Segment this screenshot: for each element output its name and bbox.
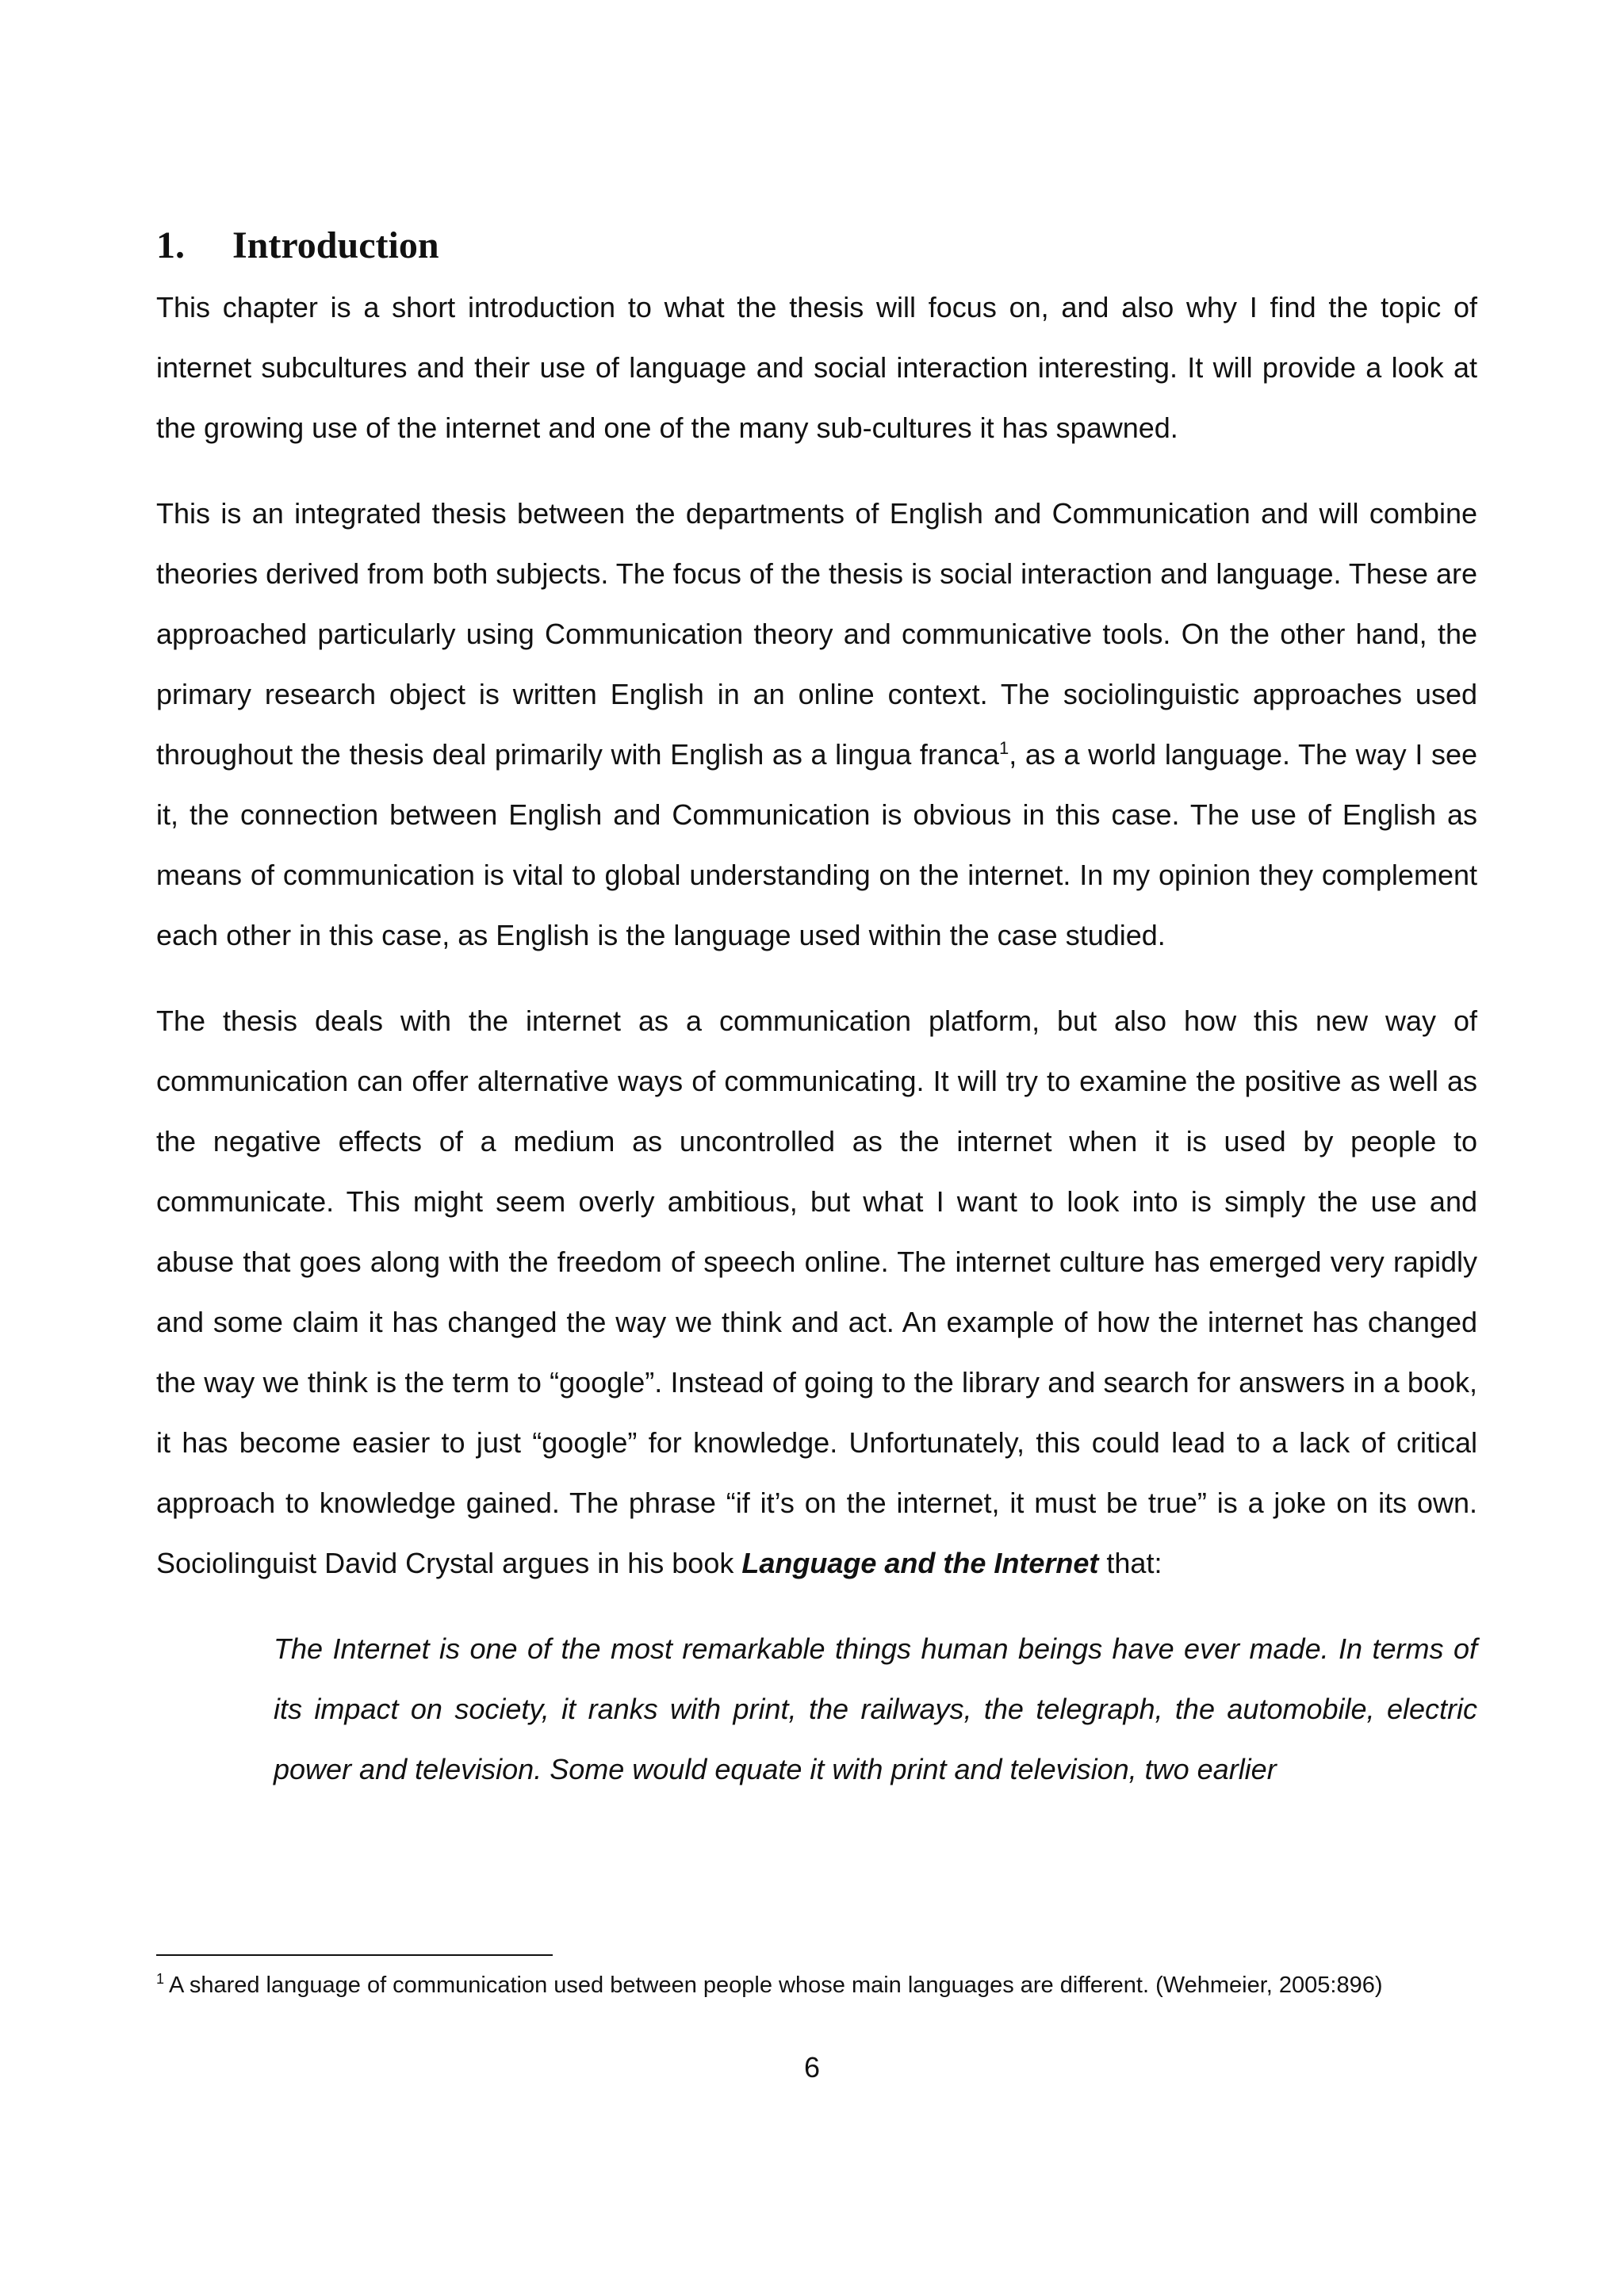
chapter-title: Introduction	[232, 224, 439, 266]
page-body	[156, 222, 1477, 1800]
footnote	[156, 1969, 1393, 2002]
footnote-divider	[156, 1954, 553, 1956]
footnote-marker: 1	[156, 1971, 165, 1988]
page-number: 6	[803, 2051, 821, 2084]
book-title: Language and the Internet	[741, 1547, 1099, 1579]
paragraph-2-text-b: , as a world language. The way I see it, the connection between English and Communication is obvious in this case. The use of English as means of communication is vital to global understanding on the internet. In my opinion they complement each other in this case, as English is the language used within the case studied.	[156, 738, 1478, 951]
block-quote: The Internet is one of the most remarkable things human beings have ever made. In terms of its impact on society, it ranks with print, the railways, the telegraph, the automobile, electric power and television. Some would equate it with print and television, two earlier	[274, 1632, 1477, 1785]
paragraph-3-text-a: The thesis deals with the internet as a communication platform, but also how this new way of communication can offer alternative ways of communicating. It will try to examine the positive as well as the negative effects of a medium as uncontrolled as the internet when it is used by people to communicate. This might seem overly ambitious, but what I want to look into is simply the use and abuse that goes along with the freedom of speech online. The internet culture has emerged very rapidly and some claim it has changed the way we think and act. An example of how the internet has changed the way we think is the term to “google”. Instead of going to the library and search for answers in a book, it has become easier to just “google” for knowledge. Unfortunately, this could lead to a lack of critical approach to knowledge gained. The phrase “if it’s on the internet, it must be true” is a joke on its own. Sociolinguist David Crystal argues in his book	[156, 1004, 1477, 1579]
paragraph-1: This chapter is a short introduction to what the thesis will focus on, and also why I find the topic of internet subcultures and their use of language and social interaction interesting. It will provide a look at the growing use of the internet and one of the many sub-cultures it has spawned.	[156, 291, 1477, 444]
chapter-heading	[156, 222, 1477, 270]
paragraph-3	[156, 991, 1477, 1594]
chapter-number: 1.	[156, 224, 185, 266]
footnote-reference: 1	[998, 738, 1009, 758]
paragraph-2	[156, 484, 1477, 966]
footnote-text: A shared language of communication used between people whose main languages are different. (Wehmeier, 2005:896)	[169, 1973, 1383, 1998]
paragraph-2-text-a: This is an integrated thesis between the departments of English and Communication and will combine theories derived from both subjects. The focus of the thesis is social interaction and language. These are approached particularly using Communication theory and communicative tools. On the other hand, the primary research object is written English in an online context. The sociolinguistic approaches used throughout the thesis deal primarily with English as a lingua franca	[156, 497, 1477, 771]
paragraph-3-text-b: that:	[1098, 1547, 1162, 1579]
